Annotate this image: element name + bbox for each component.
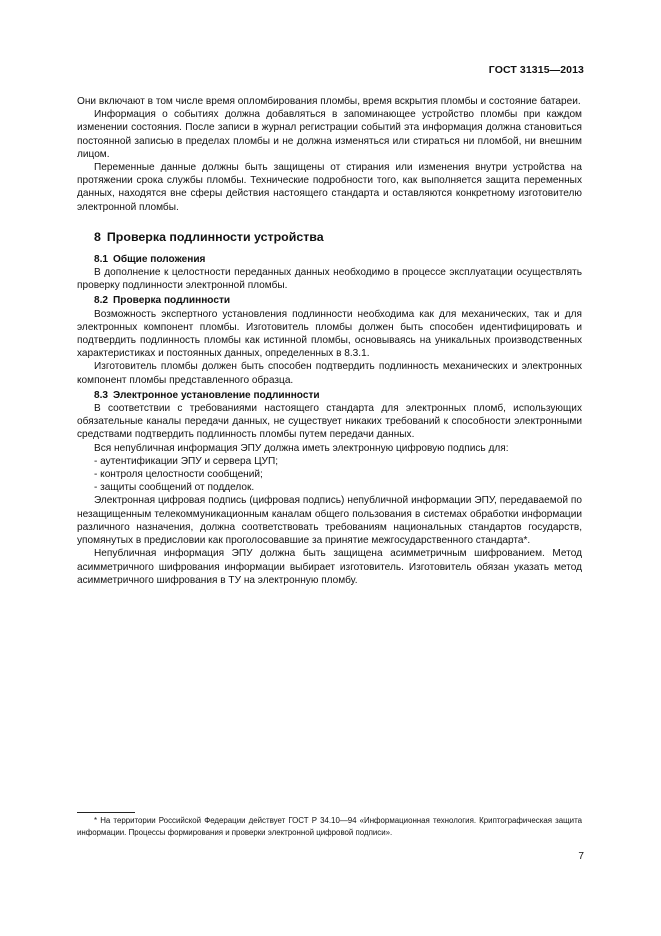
section-number: 8 [94, 229, 101, 244]
page-number: 7 [578, 851, 584, 862]
subsection-title: Общие положения [113, 253, 206, 265]
paragraph: В соответствии с требованиями настоящего стандарта для электронных пломб, использующих обязательные каналы передачи данных, не существует никаких требований к способности электронными средствами подтвердить подлинность пломбы путем передачи данных. [77, 403, 582, 441]
list-item: - защиты сообщений от подделок. [94, 482, 255, 494]
subsection-title: Электронное установление подлинности [113, 389, 320, 401]
paragraph: Вся непубличная информация ЭПУ должна иметь электронную цифровую подпись для: [94, 442, 509, 454]
footnote-divider [77, 812, 135, 813]
section-title: Проверка подлинности устройства [106, 229, 324, 244]
page-body [77, 95, 582, 587]
paragraph: Возможность экспертного установления подлинности необходима как для механических, так и для электронных компонент пломбы. Изготовитель пломбы должен быть способен идентифицировать и подтвердить подлинность пломбы как истинной пломбы, основываясь на уникальных производственных характеристиках и постоянных данных, определенных в 8.3.1. [77, 308, 582, 360]
section-heading-8 [77, 229, 582, 245]
paragraph: Электронная цифровая подпись (цифровая подпись) непубличной информации ЭПУ, передаваемой по незащищенным телекоммуникационным каналам общего пользования в системах обработки информации различного назначения, должна соответствовать требованиям национальных стандартов государств, упомянутых в предисловии как проголосовавшие за принятие межгосударственного стандарта*. [77, 495, 582, 547]
subsection-number: 8.1 [94, 253, 109, 265]
subsection-heading-8-2 [77, 294, 582, 307]
list-item: - аутентификации ЭПУ и сервера ЦУП; [94, 455, 279, 467]
paragraph: Непубличная информация ЭПУ должна быть защищена асимметричным шифрованием. Метод асимметричного шифрования информации выбирает изготовитель. Изготовитель обязан указать метод асимметричного шифрования в ТУ на электронную пломбу. [77, 548, 582, 586]
list-item: - контроля целостности сообщений; [94, 469, 263, 481]
document-id: ГОСТ 31315—2013 [488, 64, 584, 76]
subsection-heading-8-3 [77, 389, 582, 402]
paragraph: В дополнение к целостности переданных данных необходимо в процессе эксплуатации осуществлять проверку подлинности электронной пломбы. [77, 267, 582, 292]
footnote: * На территории Российской Федерации действует ГОСТ Р 34.10—94 «Информационная технология. Криптографическая защита информации. Процессы формирования и проверки электронной цифровой подписи». [77, 816, 582, 837]
paragraph: Изготовитель пломбы должен быть способен подтвердить подлинность механических и электронных компонент пломбы представленного образца. [77, 361, 582, 386]
paragraph: Информация о событиях должна добавляться в запоминающее устройство пломбы при каждом изменении состояния. После записи в журнал регистрации событий эта информация должна становиться постоянной записью в пределах пломбы и не должна изменяться или стираться ни пломбой, ни внешним лицом. [77, 109, 582, 160]
paragraph: Они включают в том числе время опломбирования пломбы, время вскрытия пломбы и состояние батареи. [77, 96, 581, 107]
paragraph: Переменные данные должны быть защищены от стирания или изменения внутри устройства на протяжении срока службы пломбы. Технические подробности того, как выполняется защита переменных данных, находятся вне сферы действия настоящего стандарта и оставляются конкретному изготовителю электронной пломбы. [77, 162, 582, 213]
subsection-title: Проверка подлинности [113, 295, 231, 307]
subsection-number: 8.2 [94, 295, 109, 307]
subsection-number: 8.3 [94, 389, 109, 401]
subsection-heading-8-1 [77, 253, 582, 266]
